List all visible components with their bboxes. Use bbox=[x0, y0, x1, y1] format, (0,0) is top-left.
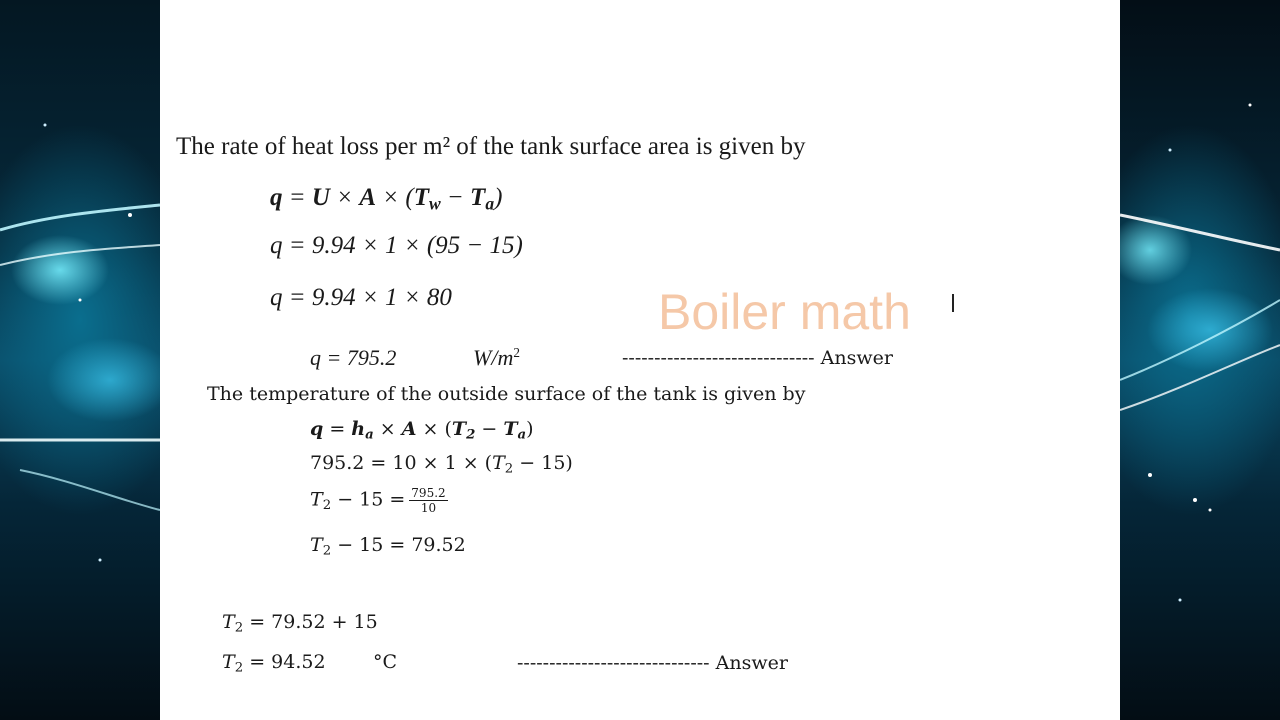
temperature-result: $T_2 = 94.52$ bbox=[222, 651, 326, 676]
subheading-text: The temperature of the outside surface of the tank is given by bbox=[207, 383, 806, 405]
equation-fraction: $T_2 - 15$ = $\frac{795.2}{10}$ bbox=[310, 486, 446, 515]
right-light-streaks bbox=[1120, 0, 1280, 720]
equation-difference: $T_2 - 15 = 79.52$ bbox=[310, 534, 466, 559]
document-page bbox=[160, 0, 1120, 720]
answer-marker-1: ------------------------------ Answer bbox=[622, 347, 893, 369]
equation-heat-loss-formula: $q = U \times A \times (T_w - T_a)$ bbox=[270, 184, 503, 214]
equation-substituted-values: $795.2 = 10 \times 1 \times (T_2 - 15)$ bbox=[310, 452, 573, 477]
heat-loss-unit: $W/m^2$ bbox=[473, 345, 520, 370]
equation-substitution: q = 9.94 × 1 × (95 − 15) bbox=[270, 232, 523, 259]
heat-loss-result: q = 795.2 bbox=[310, 345, 397, 370]
answer-marker-2: ------------------------------ Answer bbox=[517, 652, 788, 674]
right-background-panel bbox=[1120, 0, 1280, 720]
fraction: $\frac{795.2}{10}$ bbox=[411, 486, 446, 515]
text-cursor bbox=[952, 294, 954, 312]
watermark-text: Boiler math bbox=[658, 284, 911, 340]
heading-text: The rate of heat loss per m² of the tank surface area is given by bbox=[176, 133, 806, 160]
equation-simplified: q = 9.94 × 1 × 80 bbox=[270, 284, 452, 311]
temperature-unit: °C bbox=[373, 651, 398, 673]
left-light-streaks bbox=[0, 0, 160, 720]
equation-surface-heat-transfer: $q = h_a \times A \times (T_2 - T_a)$ bbox=[310, 418, 534, 443]
equation-sum: $T_2 = 79.52 + 15$ bbox=[222, 611, 378, 636]
left-background-panel bbox=[0, 0, 160, 720]
